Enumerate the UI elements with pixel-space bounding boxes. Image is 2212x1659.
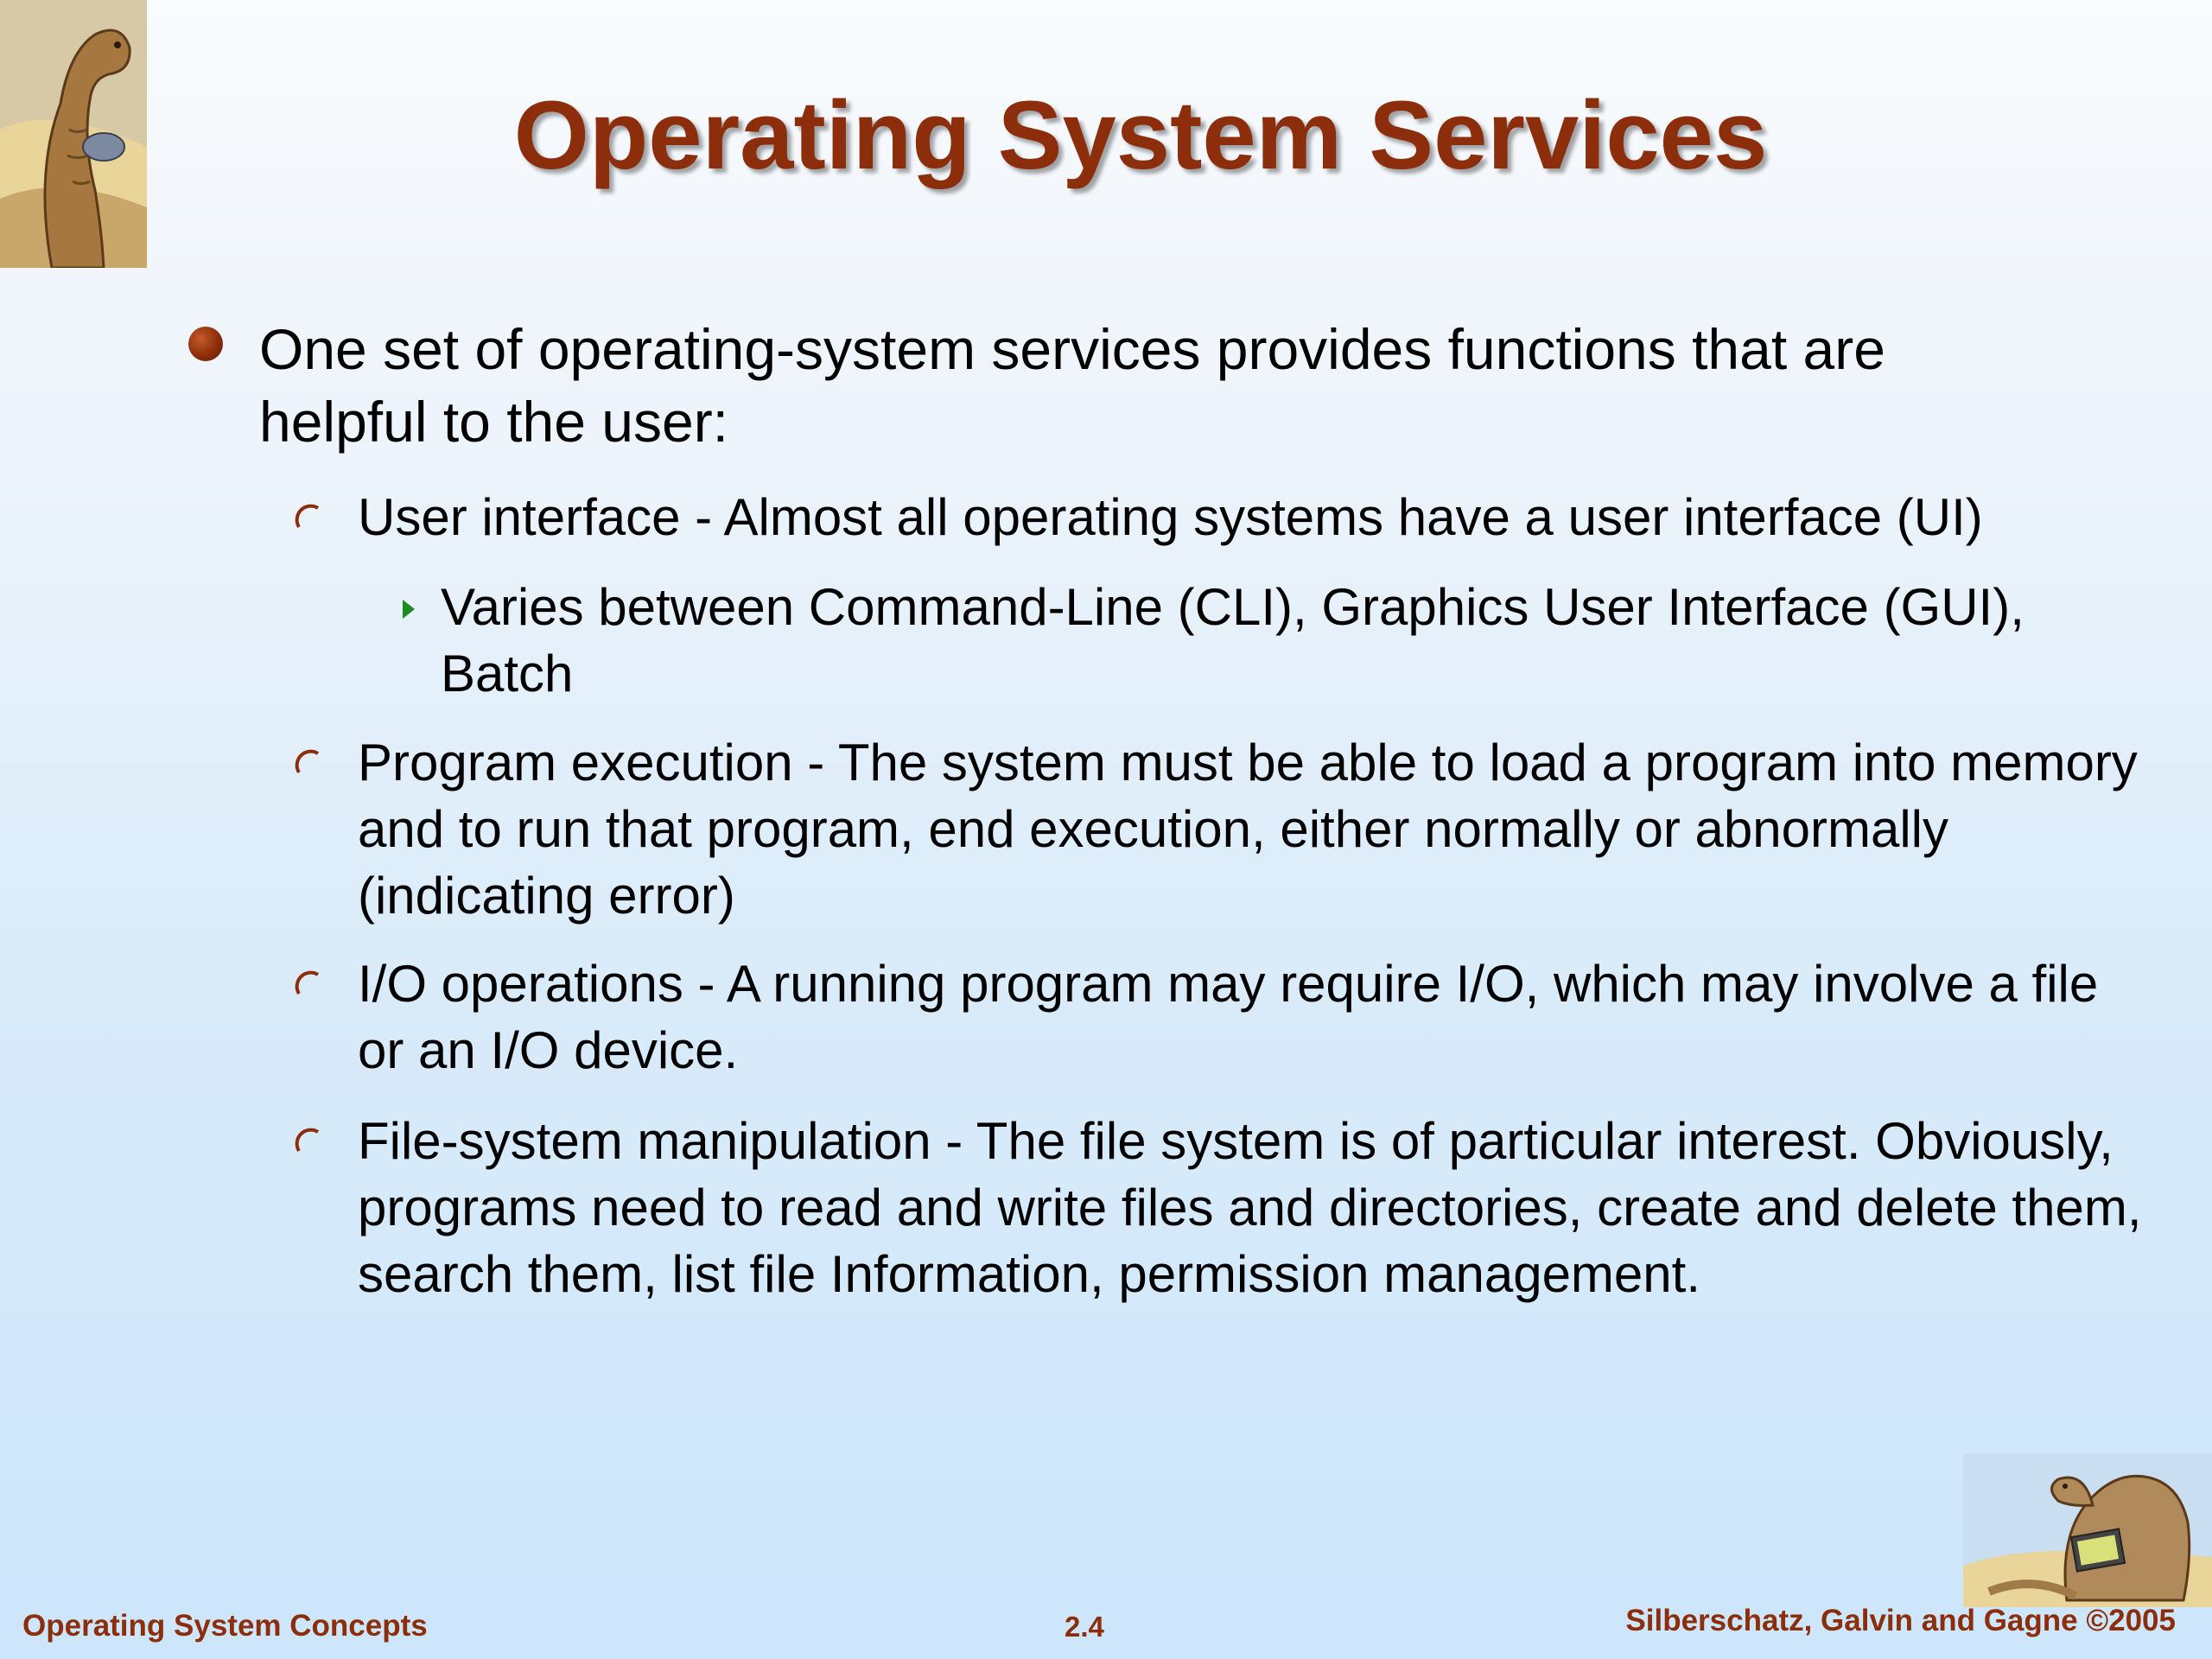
arc-bullet-icon <box>292 1125 321 1154</box>
arc-bullet-icon <box>292 747 321 776</box>
slide-title: Operating System Services <box>513 81 1768 189</box>
list-item-level2: File-system manipulation - The file system is of particular interest. Obviously, programs need to read and write files and directories, create and delete them, search them, list file Information, permission management. <box>358 1112 2142 1303</box>
list-item-level3: Varies between Command-Line (CLI), Graphics User Interface (GUI), Batch <box>441 578 2024 702</box>
arc-bullet-icon <box>292 968 321 997</box>
footer-book-title: Operating System Concepts <box>22 1609 428 1643</box>
triangle-bullet-icon <box>401 598 416 620</box>
footer-page-number: 2.4 <box>1065 1611 1104 1643</box>
arc-bullet-icon <box>292 501 321 531</box>
list-item-level2: User interface - Almost all operating systems have a user interface (UI) <box>358 488 1983 546</box>
list-item-level2: I/O operations - A running program may require I/O, which may involve a file or an I/O device. <box>358 955 2099 1079</box>
bullet-dot-icon <box>188 327 223 361</box>
dinosaur-with-laptop-icon <box>1963 1453 2212 1607</box>
list-item-level1: One set of operating-system services provides functions that are helpful to the user: <box>259 317 1885 454</box>
footer-copyright: Silberschatz, Galvin and Gagne ©2005 <box>1625 1604 2176 1637</box>
list-item-level2: Program execution - The system must be able to load a program into memory and to run that program, end execution, either normally or abnormally (indicating error) <box>358 734 2138 925</box>
